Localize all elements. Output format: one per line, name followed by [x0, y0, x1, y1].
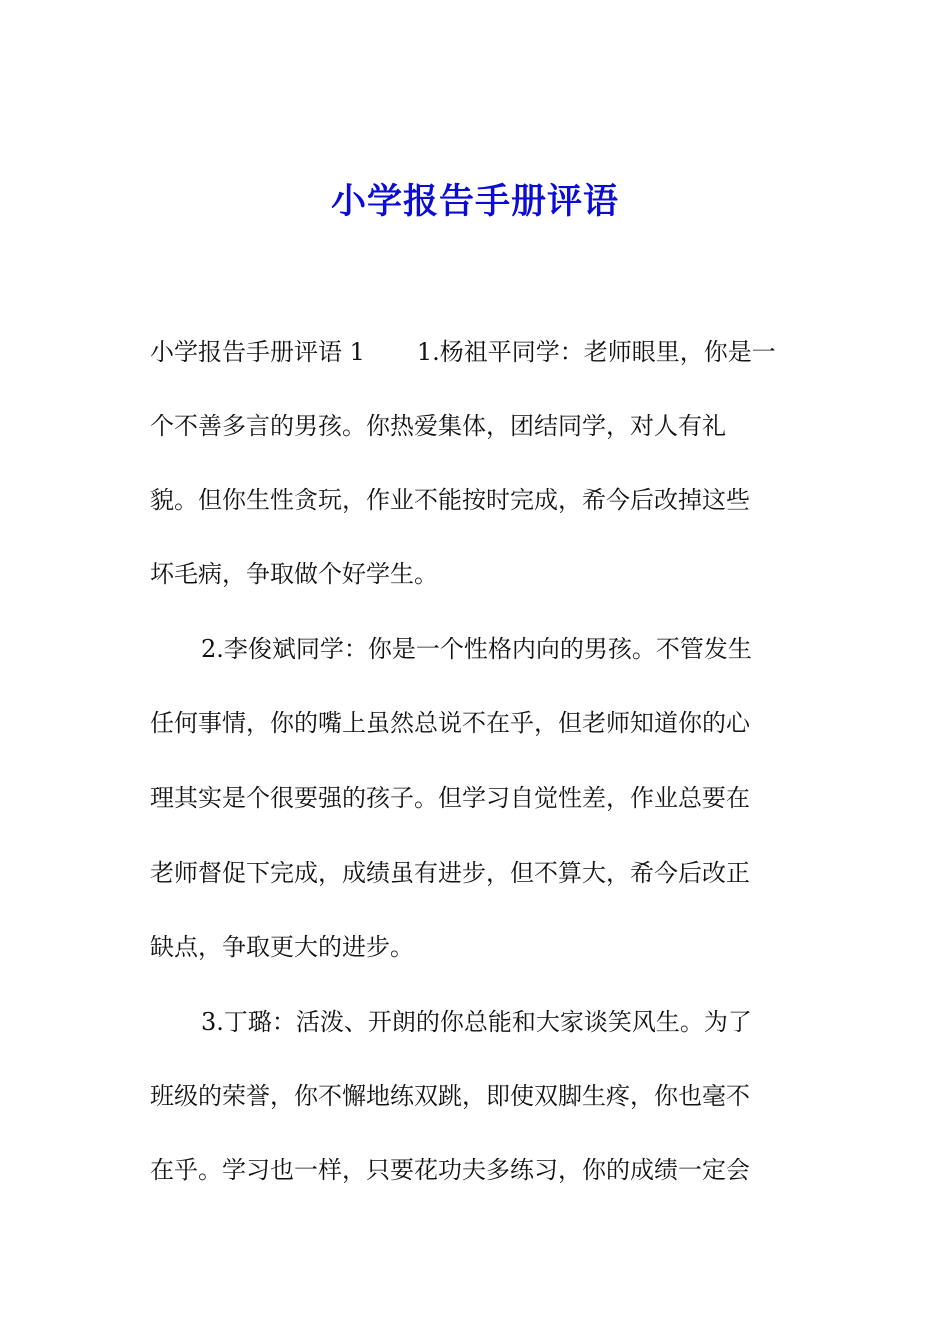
- paragraph-line: 坏毛病，争取做个好学生。: [150, 560, 438, 588]
- paragraph-line: 在乎。学习也一样，只要花功夫多练习，你的成绩一定会: [150, 1156, 750, 1184]
- paragraph-line: 任何事情，你的嘴上虽然总说不在乎，但老师知道你的心: [150, 709, 750, 737]
- paragraph-line: [150, 334, 776, 370]
- paragraph-line: 缺点，争取更大的进步。: [150, 933, 414, 961]
- paragraph-line: 个不善多言的男孩。你热爱集体，团结同学，对人有礼: [150, 412, 726, 440]
- paragraph-line: 3.丁璐：活泼、开朗的你总能和大家谈笑风生。为了: [201, 1008, 752, 1036]
- inline-heading: 小学报告手册评语 1: [150, 338, 365, 366]
- paragraph-line: 老师督促下完成，成绩虽有进步，但不算大，希今后改正: [150, 859, 750, 887]
- paragraph-line: 2.李俊斌同学：你是一个性格内向的男孩。不管发生: [201, 635, 752, 663]
- paragraph-line: 班级的荣誉，你不懈地练双跳，即使双脚生疼，你也毫不: [150, 1082, 750, 1110]
- document-title: 小学报告手册评语: [330, 181, 619, 222]
- line-text: 1.杨祖平同学：老师眼里，你是一: [416, 338, 776, 366]
- paragraph-line: 貌。但你生性贪玩，作业不能按时完成，希今后改掉这些: [150, 486, 750, 514]
- paragraph-line: 理其实是个很要强的孩子。但学习自觉性差，作业总要在: [150, 784, 750, 812]
